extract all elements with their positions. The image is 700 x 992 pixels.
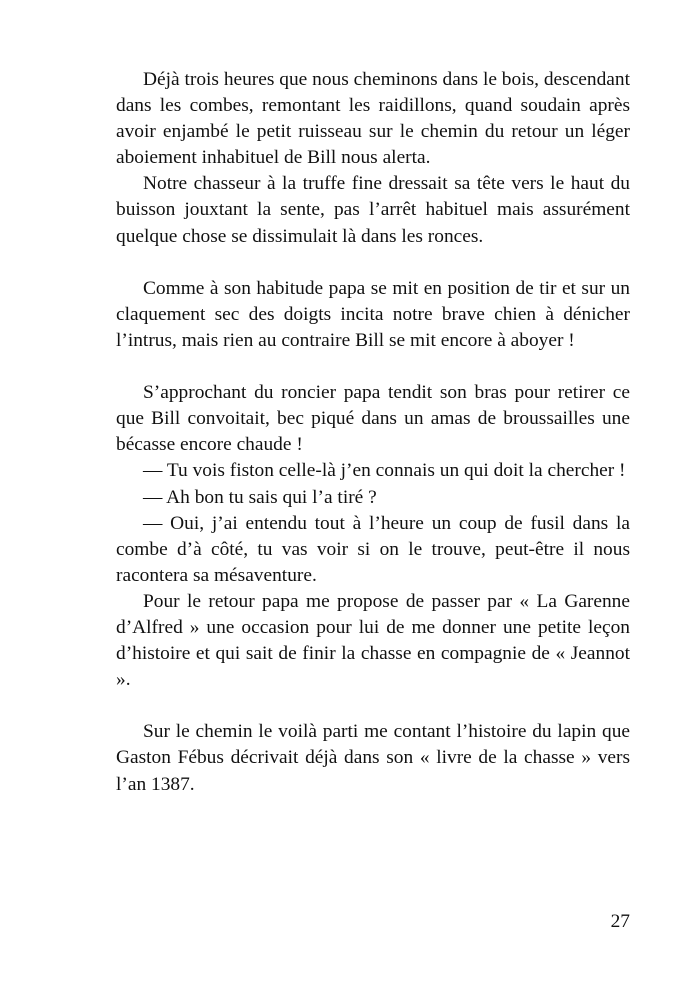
dialogue-line: — Oui, j’ai entendu tout à l’heure un coup de fusil dans la combe d’à côté, tu vas voir si on le trouve, peut-être il nous racontera sa mésaventure.: [116, 512, 630, 586]
dialogue-line: — Ah bon tu sais qui l’a tiré ?: [143, 486, 377, 508]
paragraph: S’approchant du roncier papa tendit son bras pour retirer ce que Bill convoitait, bec piqué dans un amas de broussailles une bécasse encore chaude !: [116, 382, 630, 456]
paragraph-spacer: [116, 693, 630, 719]
paragraph: Sur le chemin le voilà parti me contant l’histoire du lapin que Gaston Fébus décrivait déjà dans son « livre de la chasse » vers l’an 1387.: [116, 721, 630, 795]
body-text: [116, 67, 630, 798]
paragraph: Pour le retour papa me propose de passer par « La Garenne d’Alfred » une occasion pour lui de me donner une petite leçon d’histoire et qui sait de finir la chasse en compagnie de « Jeannot ».: [116, 590, 630, 691]
paragraph: Notre chasseur à la truffe fine dressait sa tête vers le haut du buisson jouxtant la sente, pas l’arrêt habituel mais assurément quelque chose se dissimulait là dans les ronces.: [116, 173, 630, 247]
paragraph-spacer: [116, 250, 630, 276]
paragraph-spacer: [116, 354, 630, 380]
paragraph: Déjà trois heures que nous cheminons dans le bois, descendant dans les combes, remontant les raidillons, quand soudain après avoir enjambé le petit ruisseau sur le chemin du retour un léger aboiement inhabituel de Bill nous alerta.: [116, 69, 630, 169]
dialogue-line: — Tu vois fiston celle-là j’en connais un qui doit la chercher !: [143, 460, 626, 482]
page-number: 27: [610, 911, 630, 932]
paragraph: Comme à son habitude papa se mit en position de tir et sur un claquement sec des doigts incita notre brave chien à dénicher l’intrus, mais rien au contraire Bill se mit encore à aboyer !: [116, 277, 630, 351]
